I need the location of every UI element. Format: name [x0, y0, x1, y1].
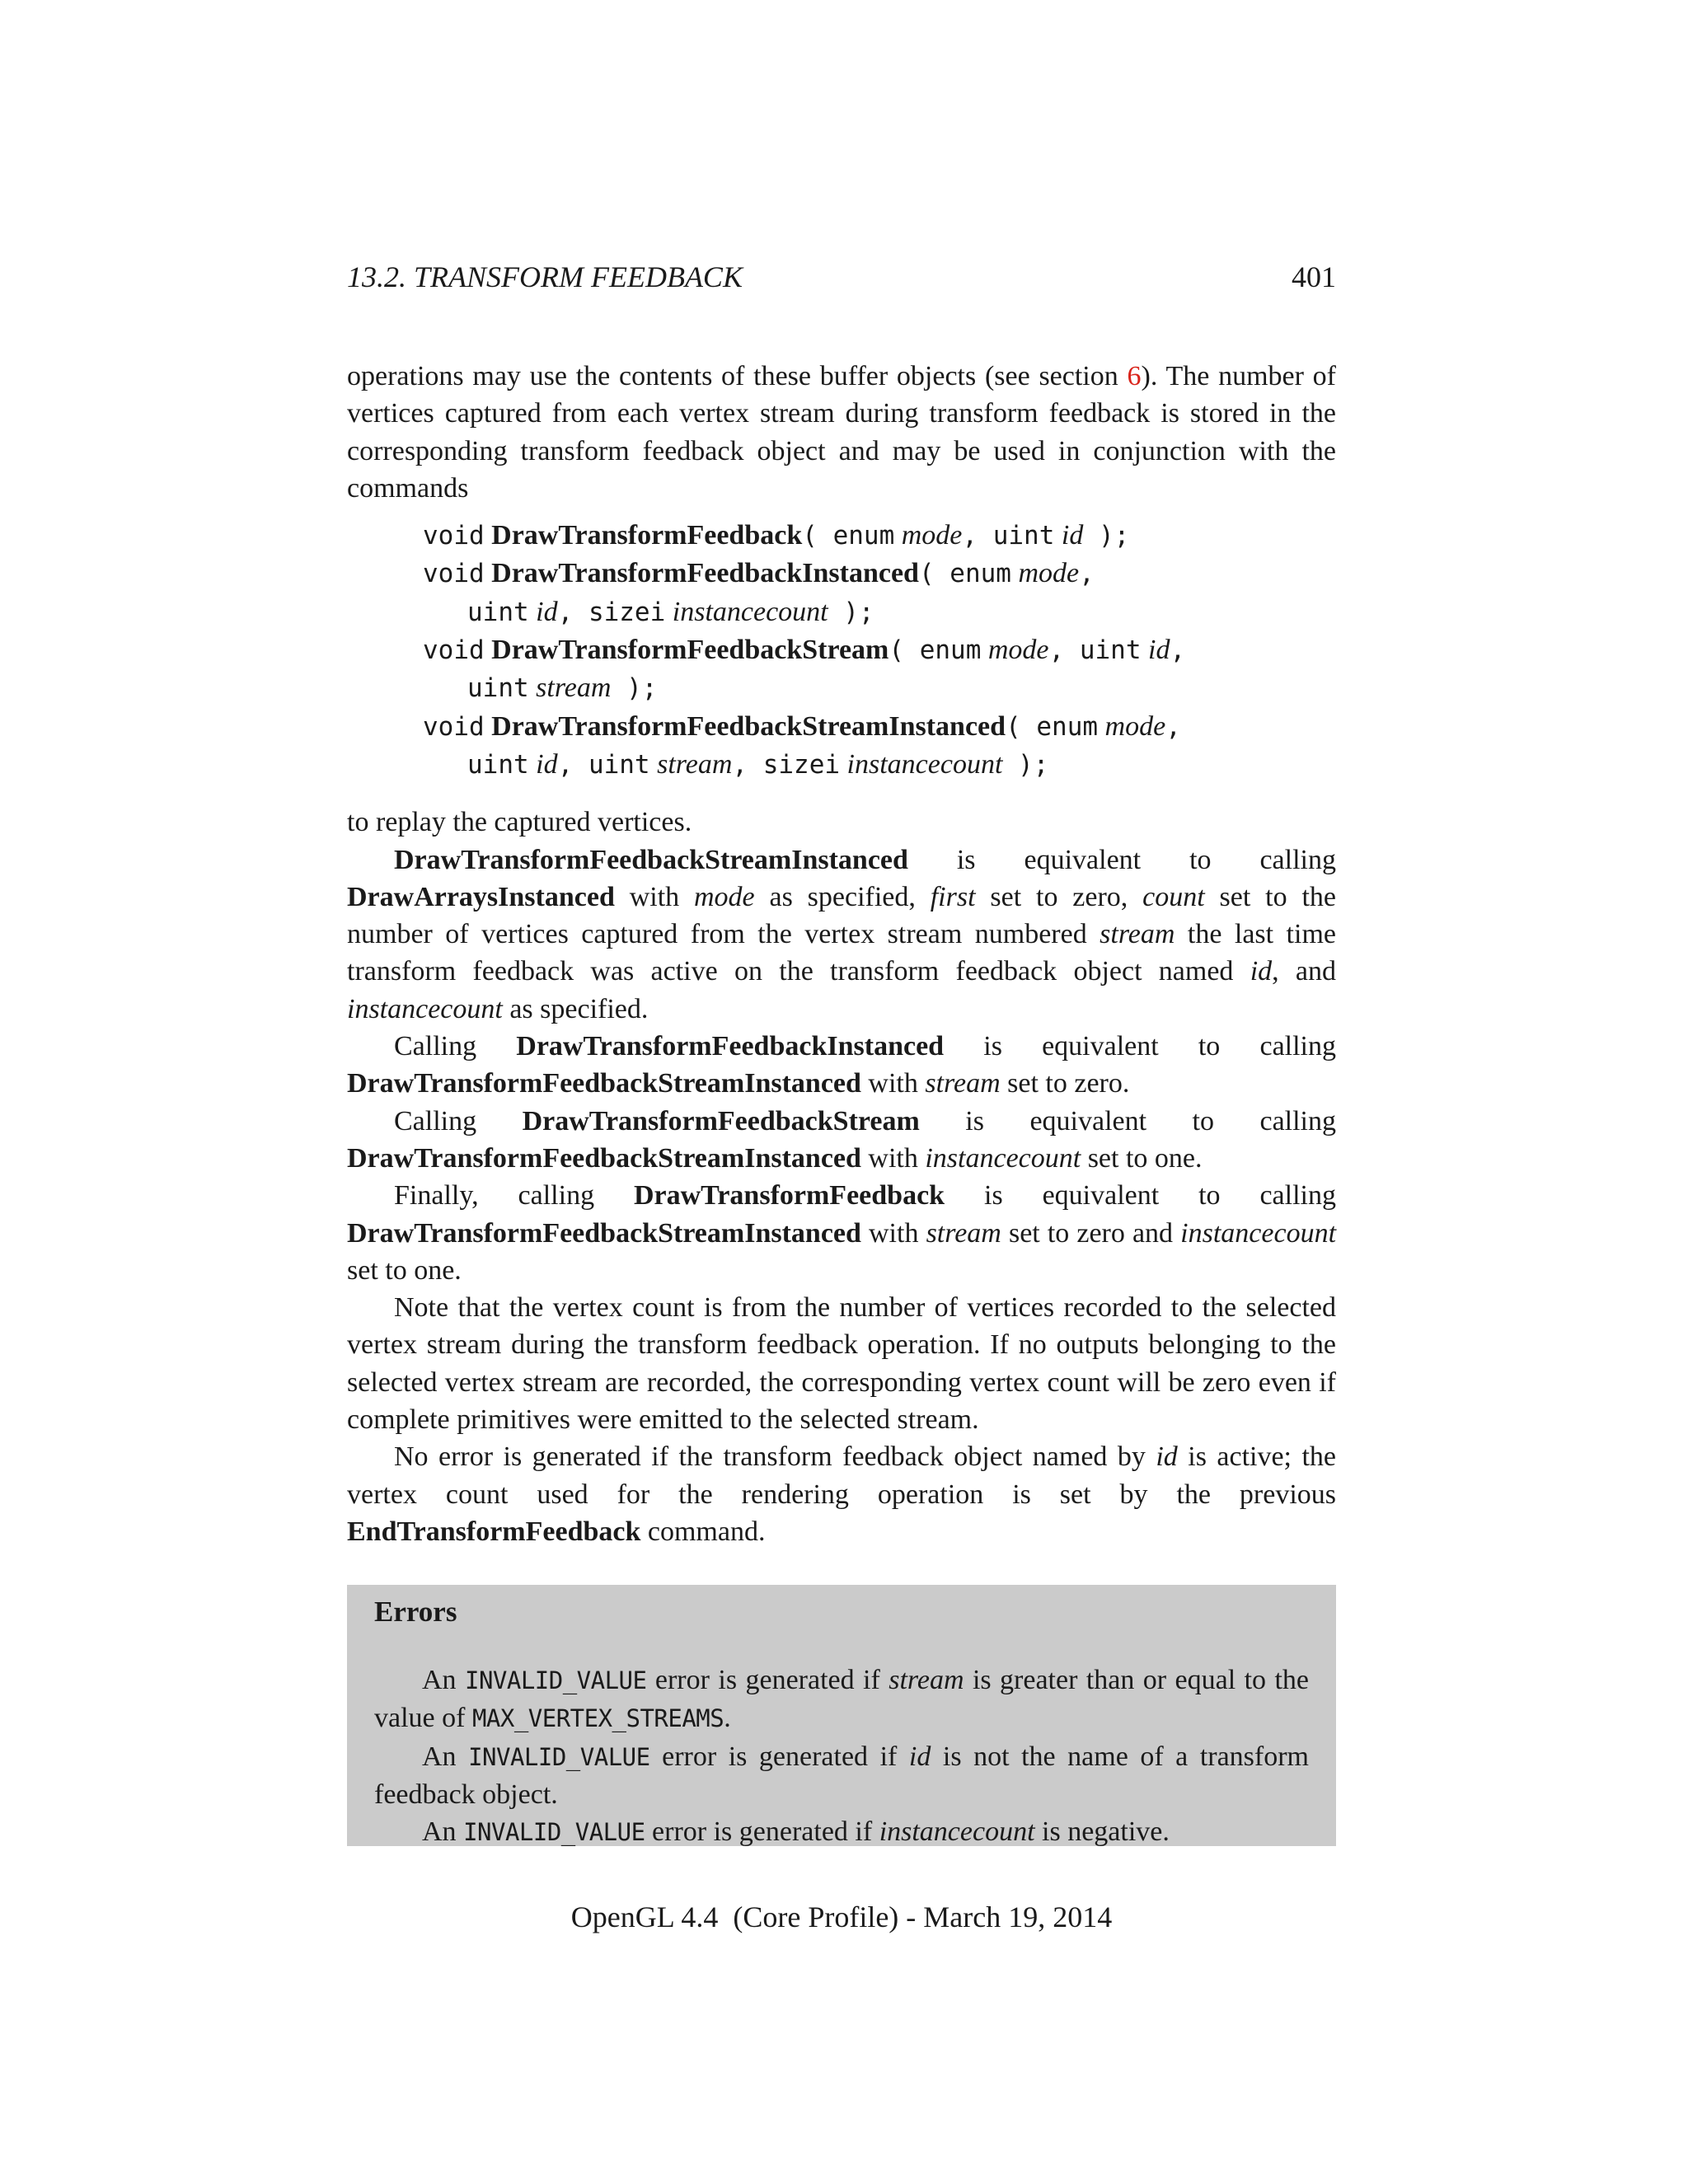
text: is negative. — [1034, 1816, 1170, 1848]
punct: , — [557, 597, 588, 627]
paragraph-no-error — [347, 1438, 1336, 1550]
function-name: DrawArraysInstanced — [347, 881, 615, 912]
punct: ); — [1002, 749, 1049, 780]
paragraph-stream — [347, 1103, 1336, 1178]
errors-title: Errors — [374, 1596, 457, 1628]
prototype-draw-transform-feedback-stream — [423, 631, 1336, 669]
param: stream — [889, 1665, 964, 1695]
prototype-continuation — [423, 593, 1336, 631]
text: set to one. — [347, 1254, 462, 1286]
text: Calling — [394, 1031, 517, 1062]
param: stream — [657, 748, 733, 780]
punct: , — [1048, 635, 1080, 666]
type-keyword: uint — [467, 749, 529, 780]
text: Calling — [394, 1105, 523, 1137]
param: instancecount — [1180, 1217, 1337, 1249]
param: stream — [925, 1068, 1001, 1099]
error-constant: INVALID_VALUE — [464, 1666, 647, 1694]
punct: ); — [611, 673, 658, 704]
type-keyword: uint — [467, 597, 529, 627]
paragraph-stream-instanced — [347, 841, 1336, 1028]
text: An — [422, 1665, 465, 1695]
text: is equivalent to calling — [944, 1031, 1336, 1062]
error-id — [374, 1738, 1309, 1814]
param: id — [536, 748, 558, 780]
text: set to zero, — [975, 881, 1143, 912]
text: , and — [1272, 956, 1336, 987]
param: count — [1142, 881, 1205, 912]
prototype-draw-transform-feedback-instanced — [423, 555, 1336, 593]
function-name: DrawTransformFeedbackStreamInstanced — [394, 844, 908, 875]
prototype-draw-transform-feedback — [423, 517, 1336, 555]
text: as specified. — [502, 993, 649, 1024]
page-number: 401 — [1292, 260, 1336, 293]
prototype-continuation — [423, 669, 1336, 707]
param: id — [1156, 1441, 1178, 1473]
text: An — [422, 1741, 469, 1772]
type-keyword: uint — [1079, 635, 1142, 666]
type-keyword: enum — [919, 635, 982, 666]
text: set to one. — [1081, 1142, 1203, 1174]
punct: ( — [918, 559, 950, 589]
param: mode — [1104, 710, 1166, 742]
type-keyword: void — [423, 521, 485, 551]
param: stream — [536, 673, 612, 704]
param: mode — [987, 635, 1049, 666]
param: instancecount — [347, 993, 503, 1024]
type-keyword: uint — [467, 673, 529, 704]
paragraph-finally — [347, 1177, 1336, 1289]
section-link[interactable]: 6 — [1127, 361, 1142, 391]
function-name: DrawTransformFeedback — [491, 520, 803, 551]
prototype-draw-transform-feedback-stream-instanced — [423, 708, 1336, 746]
function-name: DrawTransformFeedbackStream — [522, 1105, 920, 1137]
text: with — [860, 1142, 926, 1174]
text: is greater than or equal to the value of — [374, 1665, 1310, 1734]
text: No error is generated if the transform feedback object named by — [394, 1441, 1156, 1473]
param: mode — [901, 520, 963, 551]
prototype-continuation — [423, 746, 1336, 784]
intro-paragraph — [347, 358, 1336, 507]
text: as specified, — [754, 881, 931, 912]
text: ). The number of vertices captured from each vertex stream during transform feedback is stored in the corresponding transform feedback object and may be used in conjunction with the commands — [347, 361, 1337, 504]
text: . — [724, 1703, 731, 1734]
errors-box — [347, 1585, 1336, 1846]
text: set to the number of vertices captured from the vertex stream numbered — [347, 881, 1336, 950]
page-footer: OpenGL 4.4 (Core Profile) - March 19, 2014 — [570, 1900, 1113, 1933]
punct: , — [732, 749, 763, 780]
param: instancecount — [925, 1142, 1081, 1174]
text: is equivalent to calling — [907, 844, 1336, 875]
punct: , — [1165, 711, 1181, 742]
punct: ); — [1083, 521, 1130, 551]
param: id — [1148, 635, 1170, 666]
text: the last time transform feedback was active on the transform feedback object named — [347, 919, 1336, 987]
text: is equivalent to calling — [919, 1105, 1336, 1137]
error-stream — [374, 1661, 1309, 1738]
text: set to zero and — [1001, 1217, 1181, 1249]
command-prototypes — [423, 517, 1336, 784]
punct: , — [1170, 635, 1186, 666]
param: id — [536, 596, 558, 627]
function-name: DrawTransformFeedbackStreamInstanced — [347, 1068, 861, 1099]
type-keyword: void — [423, 711, 485, 742]
text: error is generated if — [645, 1816, 879, 1848]
text: is not the name of a transform feedback object. — [374, 1741, 1309, 1810]
param: id — [1061, 520, 1084, 551]
text: with — [860, 1068, 926, 1099]
param: mode — [1018, 558, 1080, 589]
punct: ( — [1006, 711, 1037, 742]
punct: ( — [802, 521, 833, 551]
function-name: DrawTransformFeedbackStreamInstanced — [347, 1142, 861, 1174]
text: Finally, calling — [394, 1180, 634, 1212]
punct: ); — [828, 597, 874, 627]
text: is active; the vertex count used for the rendering operation is set by the previous — [347, 1441, 1336, 1510]
text: error is generated if — [649, 1741, 909, 1772]
function-name: DrawTransformFeedbackInstanced — [491, 558, 919, 589]
punct: , — [962, 521, 993, 551]
type-keyword: uint — [992, 521, 1055, 551]
param: stream — [1100, 919, 1175, 950]
param: mode — [694, 881, 755, 912]
text: set to zero. — [1000, 1068, 1130, 1099]
punct: ( — [889, 635, 920, 666]
function-name: EndTransformFeedback — [347, 1516, 641, 1547]
text: command. — [640, 1516, 766, 1547]
type-keyword: enum — [1036, 711, 1099, 742]
error-constant: INVALID_VALUE — [468, 1742, 650, 1771]
function-name: DrawTransformFeedbackStream — [491, 635, 889, 666]
param: id — [908, 1741, 931, 1772]
function-name: DrawTransformFeedback — [633, 1180, 945, 1212]
punct: , — [557, 749, 588, 780]
type-keyword: uint — [588, 749, 650, 780]
function-name: DrawTransformFeedbackStreamInstanced — [347, 1217, 861, 1249]
replay-paragraph: to replay the captured vertices. — [347, 807, 692, 838]
error-instancecount — [374, 1813, 1309, 1851]
function-name: DrawTransformFeedbackInstanced — [516, 1031, 945, 1062]
param: first — [930, 881, 976, 912]
limit-constant: MAX_VERTEX_STREAMS — [471, 1704, 724, 1733]
param: id — [1250, 956, 1273, 987]
param: instancecount — [672, 596, 828, 627]
punct: , — [1079, 559, 1095, 589]
error-constant: INVALID_VALUE — [463, 1818, 645, 1847]
text: with — [860, 1217, 926, 1249]
text: with — [614, 881, 694, 912]
paragraph-instanced — [347, 1028, 1336, 1103]
function-name: DrawTransformFeedbackStreamInstanced — [491, 710, 1006, 742]
param: instancecount — [879, 1816, 1035, 1848]
type-keyword: void — [423, 559, 485, 589]
text: An — [422, 1816, 464, 1848]
body-text — [347, 358, 1336, 1550]
param: instancecount — [846, 748, 1003, 780]
type-keyword: sizei — [762, 749, 841, 780]
text: operations may use the contents of these buffer objects (see section — [347, 361, 1128, 391]
text: error is generated if — [646, 1665, 889, 1695]
type-keyword: void — [423, 635, 485, 666]
paragraph-vertex-count-note: Note that the vertex count is from the number of vertices recorded to the selected vertex stream during the transform feedback operation. If no outputs belonging to the selected vertex stream are recorded, the corresponding vertex count will be zero even if complete primitives were emitted to the selected stream. — [347, 1292, 1336, 1436]
section-title: 13.2. TRANSFORM FEEDBACK — [347, 260, 743, 293]
param: stream — [926, 1217, 1001, 1249]
text: is equivalent to calling — [945, 1180, 1336, 1212]
type-keyword: enum — [950, 559, 1011, 589]
type-keyword: enum — [832, 521, 895, 551]
type-keyword: sizei — [588, 597, 666, 627]
